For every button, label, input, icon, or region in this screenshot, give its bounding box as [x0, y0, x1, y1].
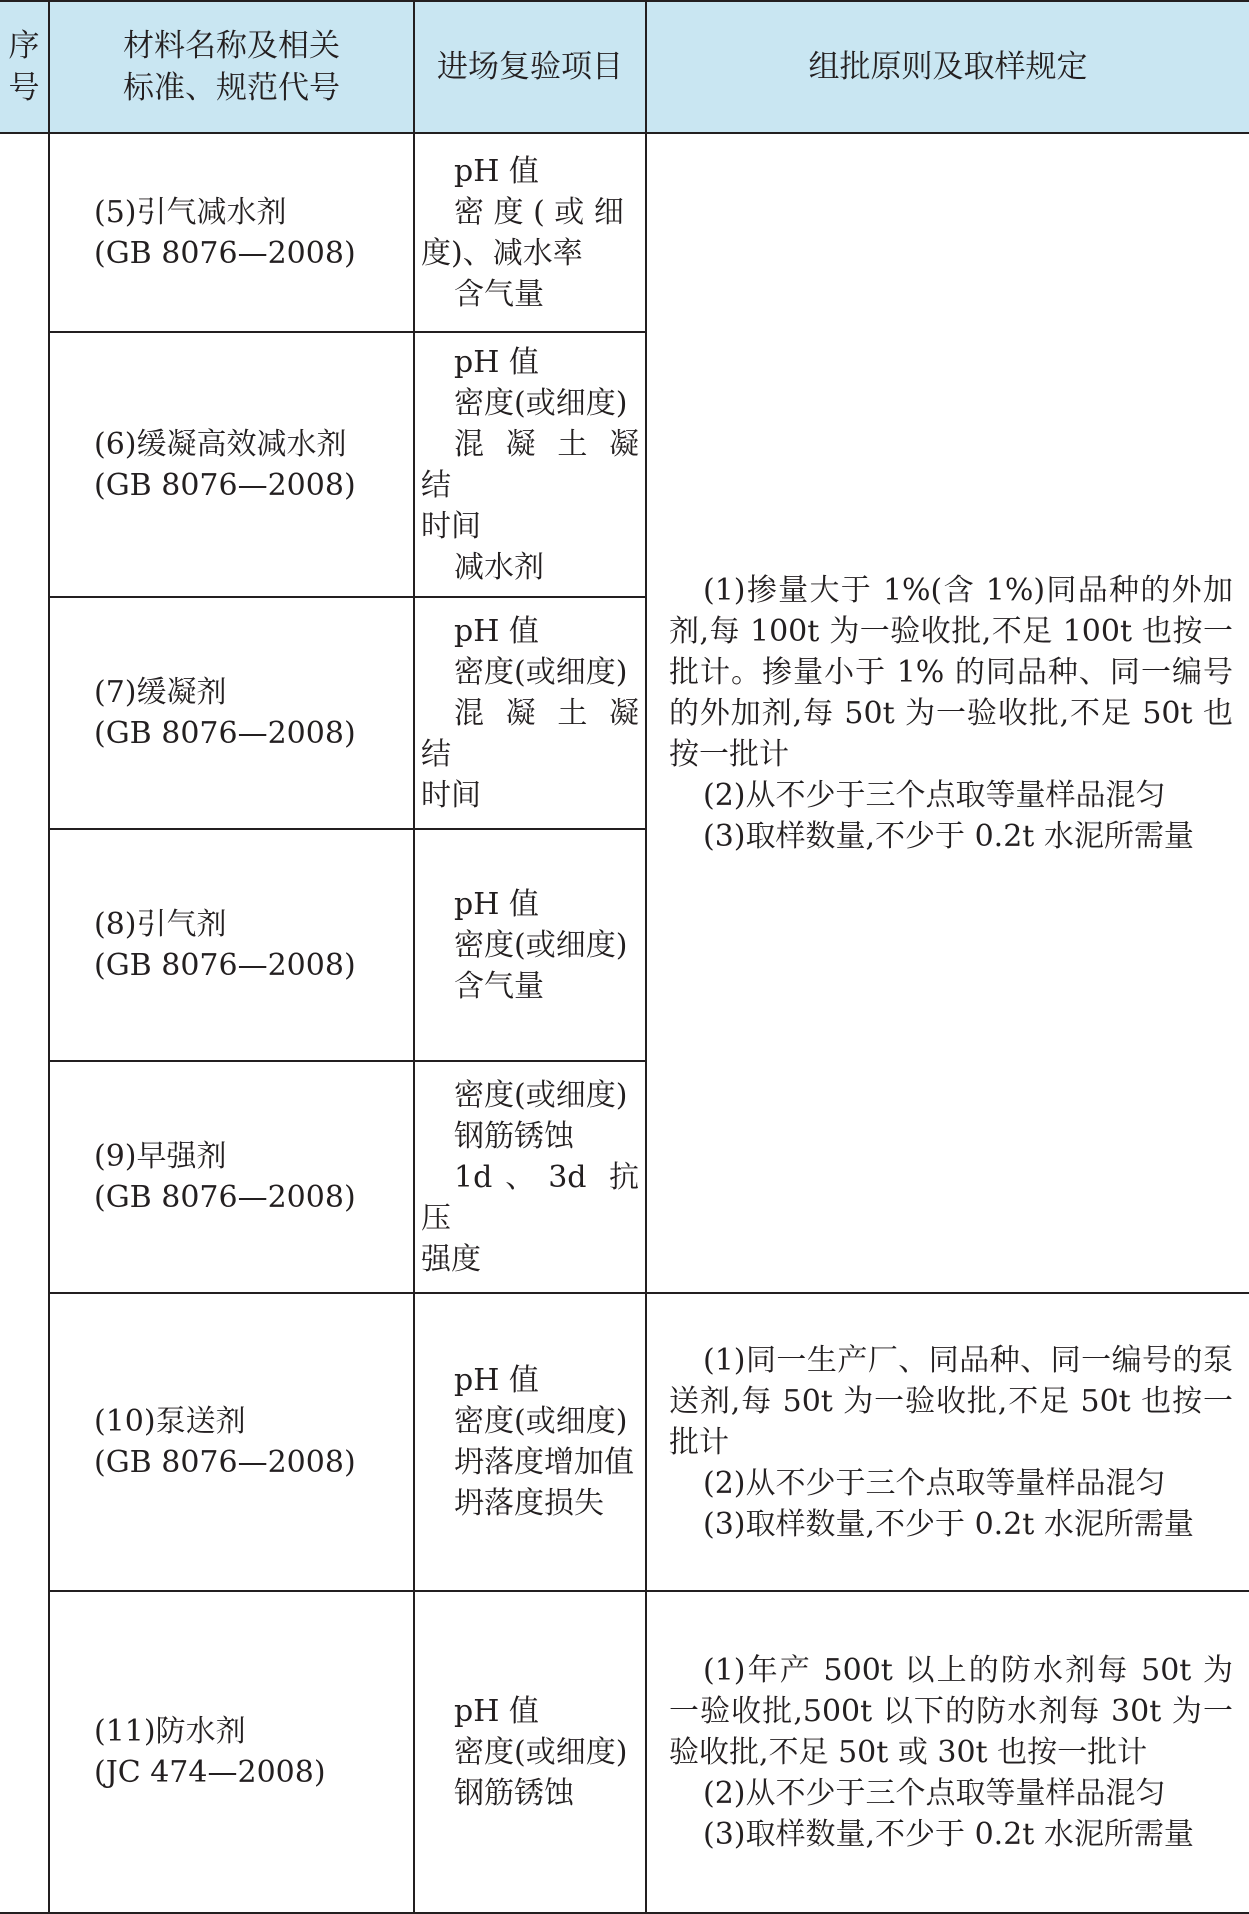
material-code: (GB 8076—2008)	[94, 235, 356, 271]
item-line: 坍落度增加值	[454, 1445, 634, 1480]
material-code: (JC 474—2008)	[94, 1755, 326, 1790]
rule-line: (1)年产 500t 以上的防水剂每 50t 为一验收批,500t 以下的防水剂每 30t 为一验收批,不足 50t 或 30t 也按一批计	[669, 1652, 1233, 1770]
header-material	[49, 1, 414, 133]
material-cell	[49, 332, 414, 597]
rule-line: (2)从不少于三个点取等量样品混匀	[703, 1465, 1166, 1501]
item-line: 密度(或细度)	[454, 1404, 628, 1439]
item-line: 含气量	[454, 968, 544, 1004]
item-line: 度)、减水率	[421, 235, 583, 271]
material-name: (11)防水剂	[94, 1714, 246, 1749]
items-cell	[414, 133, 646, 332]
header-seq-line: 序	[8, 28, 40, 64]
item-line: 含气量	[454, 276, 544, 312]
item-line: pH 值	[454, 344, 539, 380]
material-cell	[49, 1591, 414, 1913]
rule-line: (3)取样数量,不少于 0.2t 水泥所需量	[703, 818, 1194, 854]
material-cell	[49, 133, 414, 332]
table-header-row	[0, 1, 1249, 133]
item-line: pH 值	[454, 153, 539, 189]
item-line: 时间	[421, 508, 481, 544]
table-row	[0, 1293, 1249, 1591]
rules-cell-group-a	[646, 133, 1249, 1293]
header-items: 进场复验项目	[414, 1, 646, 133]
rules-cell-group-c	[646, 1591, 1249, 1913]
item-line: pH 值	[454, 1693, 539, 1729]
table-row	[0, 1591, 1249, 1913]
item-line: 钢筋锈蚀	[454, 1118, 574, 1154]
material-name: (5)引气减水剂	[94, 194, 287, 230]
header-material-line: 标准、规范代号	[123, 70, 340, 106]
item-line: 密度(或细度)	[454, 1077, 628, 1113]
items-cell	[414, 829, 646, 1061]
rule-line: (2)从不少于三个点取等量样品混匀	[703, 777, 1166, 813]
rule-line: (3)取样数量,不少于 0.2t 水泥所需量	[703, 1506, 1194, 1542]
material-name: (7)缓凝剂	[94, 675, 227, 710]
item-line: 密 度 ( 或 细	[454, 194, 624, 230]
header-seq-line: 号	[8, 70, 40, 106]
items-cell	[414, 1293, 646, 1591]
items-cell	[414, 597, 646, 829]
item-line: 密度(或细度)	[454, 385, 628, 421]
material-name: (8)引气剂	[94, 907, 227, 942]
seq-cell	[0, 133, 49, 1913]
item-line: 密度(或细度)	[454, 654, 628, 690]
rule-line: (3)取样数量,不少于 0.2t 水泥所需量	[703, 1816, 1194, 1852]
item-line: 钢筋锈蚀	[454, 1775, 574, 1811]
item-line: 强度	[421, 1241, 481, 1277]
item-line: 减水剂	[454, 549, 544, 585]
header-material-line: 材料名称及相关	[123, 28, 340, 64]
material-cell	[49, 1293, 414, 1591]
item-line: 混 凝 土 凝 结	[421, 695, 639, 772]
material-code: (GB 8076—2008)	[94, 1180, 356, 1215]
items-cell	[414, 332, 646, 597]
item-line: 密度(或细度)	[454, 1734, 628, 1770]
item-line: 时间	[421, 777, 481, 813]
items-cell	[414, 1591, 646, 1913]
header-seq	[0, 1, 49, 133]
material-cell	[49, 829, 414, 1061]
item-line: 坍落度损失	[454, 1486, 604, 1521]
material-code: (GB 8076—2008)	[94, 467, 356, 503]
rule-line: (1)同一生产厂、同品种、同一编号的泵送剂,每 50t 为一验收批,不足 50t 也按一批计	[669, 1342, 1233, 1460]
rule-line: (2)从不少于三个点取等量样品混匀	[703, 1775, 1166, 1811]
item-line: pH 值	[454, 886, 539, 922]
item-line: pH 值	[454, 1363, 539, 1398]
material-name: (6)缓凝高效减水剂	[94, 426, 347, 462]
material-name: (9)早强剂	[94, 1139, 227, 1174]
material-name: (10)泵送剂	[94, 1404, 246, 1439]
material-code: (GB 8076—2008)	[94, 1445, 356, 1480]
rule-line: (1)掺量大于 1%(含 1%)同品种的外加剂,每 100t 为一验收批,不足 100t 也按一批计。掺量小于 1% 的同品种、同一编号的外加剂,每 50t 为一验收批,不足 50t 也按一批计	[669, 572, 1233, 772]
material-cell	[49, 597, 414, 829]
material-code: (GB 8076—2008)	[94, 948, 356, 983]
table-row	[0, 133, 1249, 332]
header-rules: 组批原则及取样规定	[646, 1, 1249, 133]
item-line: 1d、3d 抗 压	[421, 1159, 639, 1236]
item-line: 混 凝 土 凝 结	[421, 426, 639, 503]
items-cell	[414, 1061, 646, 1293]
material-code: (GB 8076—2008)	[94, 716, 356, 751]
item-line: 密度(或细度)	[454, 927, 628, 963]
rules-cell-group-b	[646, 1293, 1249, 1591]
material-cell	[49, 1061, 414, 1293]
item-line: pH 值	[454, 613, 539, 649]
